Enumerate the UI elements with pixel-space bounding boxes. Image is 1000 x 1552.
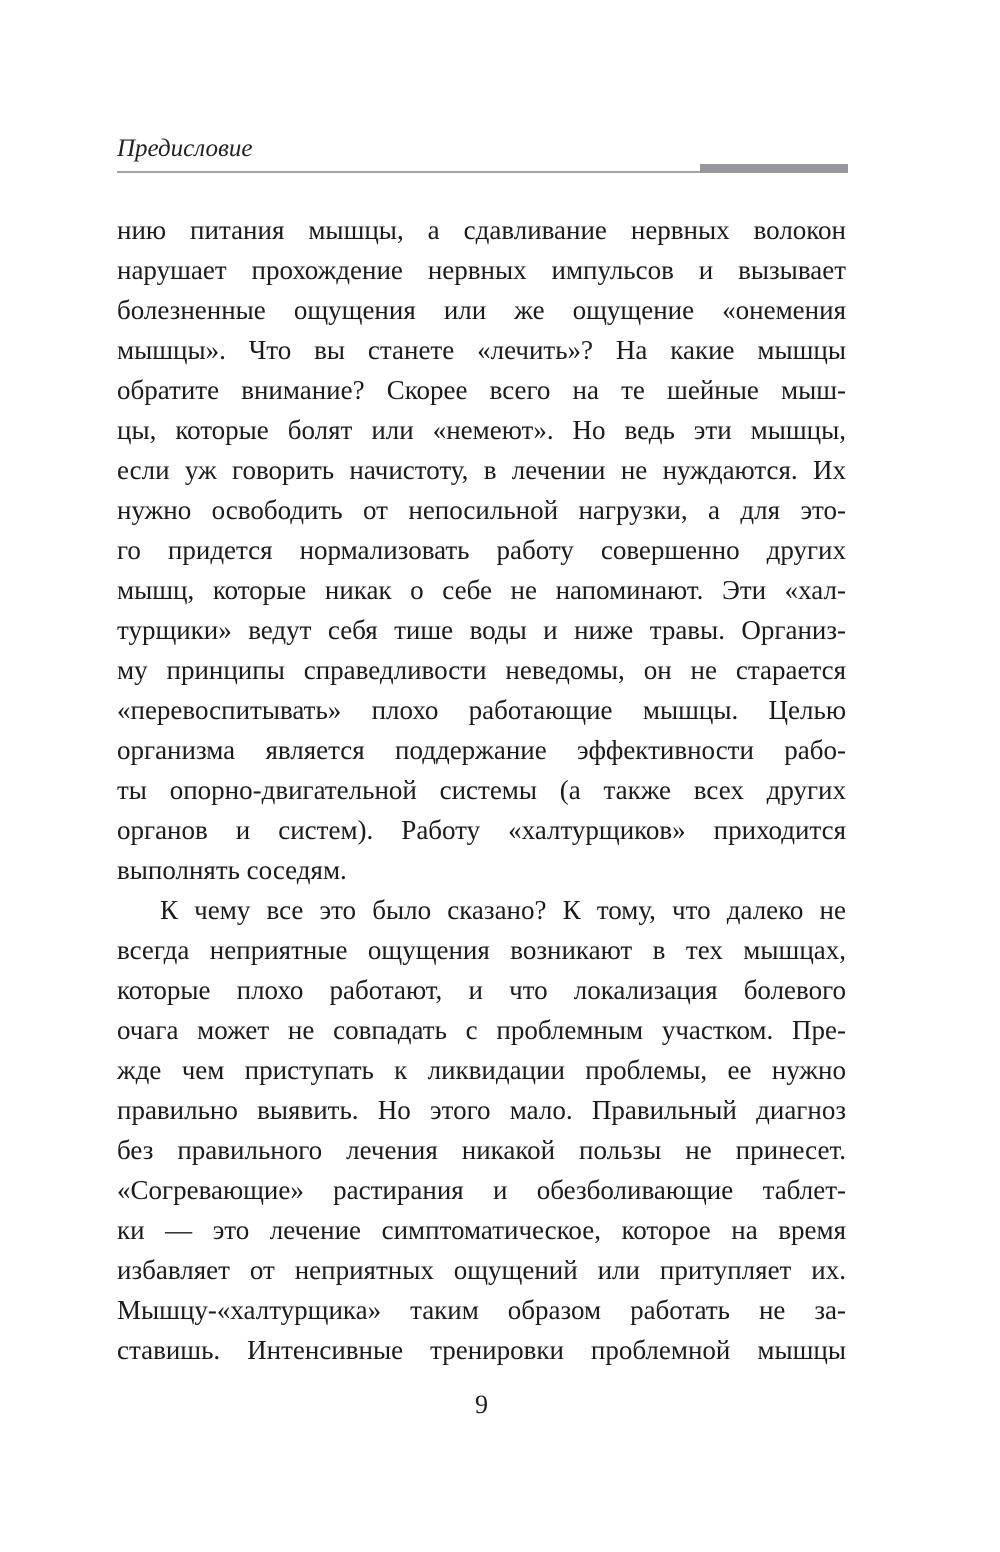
text-line: без правильного лечения никакой пользы не принесет. [117,1135,846,1165]
text-line: жде чем приступать к ликвидации проблемы, ее нужно [117,1055,846,1085]
text-line: мышцы». Что вы станете «лечить»? На какие мышцы [117,335,846,365]
text-line: го придется нормализовать работу совершенно других [117,535,846,565]
text-line: Мышцу-«халтурщика» таким образом работать не за- [117,1295,846,1325]
text-line: «перевоспитывать» плохо работающие мышцы. Целью [117,695,846,725]
text-line: турщики» ведут себя тише воды и ниже травы. Организ- [117,615,846,645]
text-line: «Согревающие» растирания и обезболивающие таблет- [117,1175,846,1205]
text-line: всегда неприятные ощущения возникают в тех мышцах, [117,935,846,965]
text-line: мышц, которые никак о себе не напоминают. Эти «хал- [117,575,846,605]
text-line: которые плохо работают, и что локализация болевого [117,975,846,1005]
text-line: ставишь. Интенсивные тренировки проблемной мышцы [117,1335,846,1365]
text-line: ки — это лечение симптоматическое, которое на время [117,1215,846,1245]
text-line: ты опорно-двигательной системы (а также всех других [117,775,846,805]
text-line: если уж говорить начистоту, в лечении не нуждаются. Их [117,455,846,485]
text-line: цы, которые болят или «немеют». Но ведь эти мышцы, [117,415,846,445]
text-line: очага может не совпадать с проблемным участком. Пре- [117,1015,846,1045]
text-line: болезненные ощущения или же ощущение «онемения [117,295,846,325]
text-line: органов и систем). Работу «халтурщиков» приходится [117,815,846,845]
text-line: му принципы справедливости неведомы, он не старается [117,655,846,685]
page-number: 9 [475,1390,488,1419]
text-line: нию питания мышцы, а сдавливание нервных волокон [117,215,846,245]
text-line: нарушает прохождение нервных импульсов и вызывает [117,255,846,285]
text-line: организма является поддержание эффективности рабо- [117,735,846,765]
text-line: нужно освободить от непосильной нагрузки, а для это- [117,495,846,525]
text-line: обратите внимание? Скорее всего на те шейные мыш- [117,375,846,405]
text-line: правильно выявить. Но этого мало. Правильный диагноз [117,1095,846,1125]
header-rule-thick-bar [700,164,848,173]
running-head-title: Предисловие [117,135,253,162]
text-line: избавляет от неприятных ощущений или притупляет их. [117,1255,846,1285]
text-line: выполнять соседям. [117,855,347,885]
page-content [117,134,846,1420]
page-footer [117,1390,846,1420]
header-rule [117,164,846,173]
text-line: К чему все это было сказано? К тому, что далеко не [160,895,846,925]
body-text [117,210,846,1370]
